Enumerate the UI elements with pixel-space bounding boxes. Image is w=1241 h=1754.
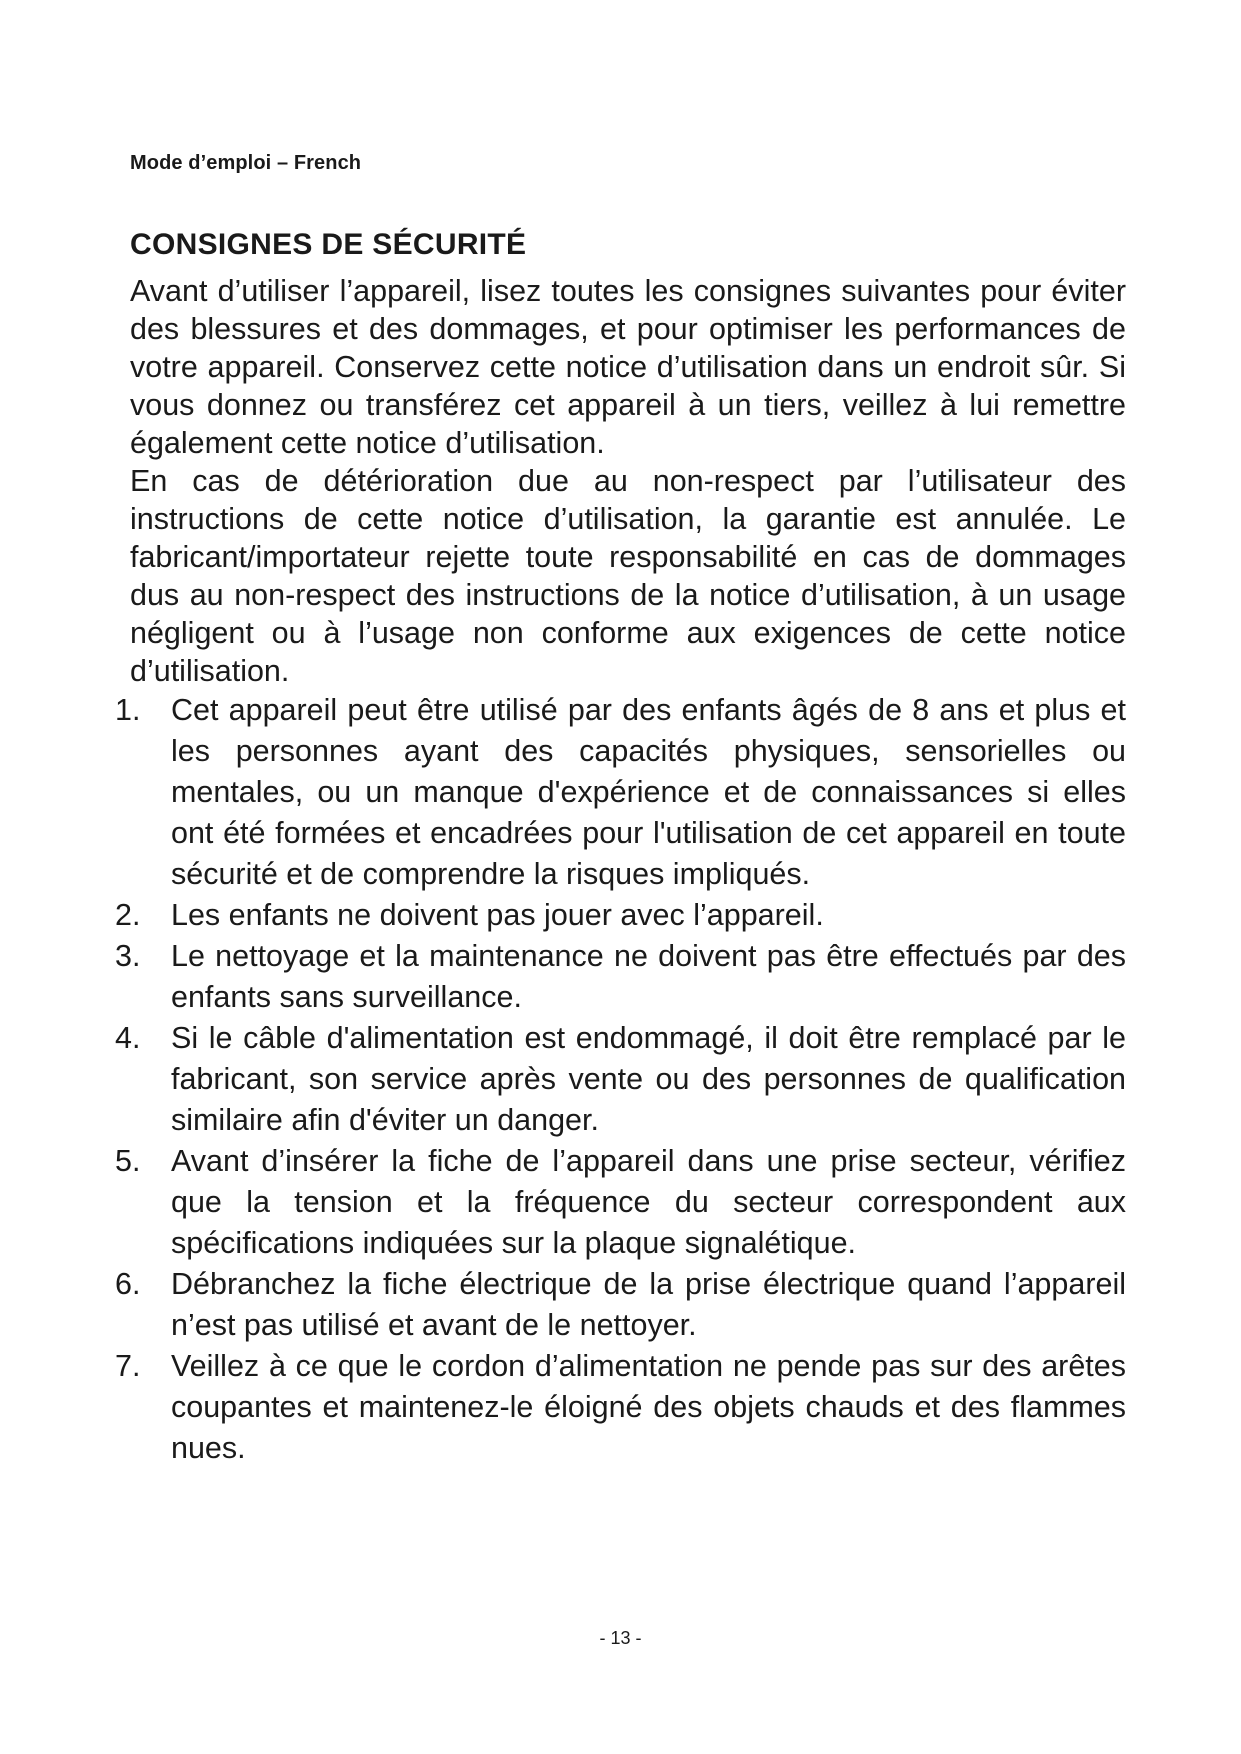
list-item-text: Débranchez la fiche électrique de la prise électrique quand l’appareil n’est pas utilisé et avant de le nettoyer. bbox=[171, 1267, 1126, 1342]
list-item bbox=[115, 936, 1126, 1018]
warranty-paragraph: En cas de détérioration due au non-respect par l’utilisateur des instructions de cette notice d’utilisation, la garantie est annulée. Le fabricant/importateur rejette toute responsabilité en cas de dommages dus au non-respect des instructions de la notice d’utilisation, à un usage négligent ou à l’usage non conforme aux exigences de cette notice d’utilisation. bbox=[130, 464, 1126, 688]
safety-list bbox=[115, 690, 1126, 1469]
list-item-number: 3. bbox=[115, 939, 141, 973]
intro-paragraph: Avant d’utiliser l’appareil, lisez toutes les consignes suivantes pour éviter des blessures et des dommages, et pour optimiser les performances de votre appareil. Conservez cette notice d’utilisation dans un endroit sûr. Si vous donnez ou transférez cet appareil à un tiers, veillez à lui remettre également cette notice d’utilisation. bbox=[130, 274, 1126, 460]
list-item-number: 2. bbox=[115, 898, 141, 932]
list-item-number: 4. bbox=[115, 1021, 141, 1055]
section-title: CONSIGNES DE SÉCURITÉ bbox=[130, 228, 527, 261]
list-item-text: Cet appareil peut être utilisé par des enfants âgés de 8 ans et plus et les personnes ayant des capacités physiques, sensorielles ou mentales, ou un manque d'expérience et de connaissances si elles ont été formées et encadrées pour l'utilisation de cet appareil en toute sécurité et de comprendre la risques impliqués. bbox=[171, 693, 1126, 891]
list-item-number: 6. bbox=[115, 1267, 141, 1301]
list-item bbox=[115, 1346, 1126, 1469]
list-item-number: 5. bbox=[115, 1144, 141, 1178]
list-item bbox=[115, 690, 1126, 895]
list-item-text: Si le câble d'alimentation est endommagé, il doit être remplacé par le fabricant, son service après vente ou des personnes de qualification similaire afin d'éviter un danger. bbox=[171, 1021, 1126, 1137]
list-item bbox=[115, 895, 1126, 936]
safety-instructions bbox=[115, 272, 1126, 1469]
list-item bbox=[115, 1018, 1126, 1141]
list-item bbox=[115, 1264, 1126, 1346]
page-number: - 13 - bbox=[599, 1628, 642, 1648]
list-item-number: 7. bbox=[115, 1349, 141, 1383]
list-item-text: Les enfants ne doivent pas jouer avec l’appareil. bbox=[171, 898, 824, 932]
list-item-text: Le nettoyage et la maintenance ne doivent pas être effectués par des enfants sans surveillance. bbox=[171, 939, 1126, 1014]
list-item-text: Avant d’insérer la fiche de l’appareil dans une prise secteur, vérifiez que la tension et la fréquence du secteur correspondent aux spécifications indiquées sur la plaque signalétique. bbox=[171, 1144, 1126, 1260]
list-item bbox=[115, 1141, 1126, 1264]
list-item-number: 1. bbox=[115, 693, 141, 727]
document-header: Mode d’emploi – French bbox=[130, 152, 362, 174]
list-item-text: Veillez à ce que le cordon d’alimentation ne pende pas sur des arêtes coupantes et maintenez-le éloigné des objets chauds et des flammes nues. bbox=[171, 1349, 1126, 1465]
